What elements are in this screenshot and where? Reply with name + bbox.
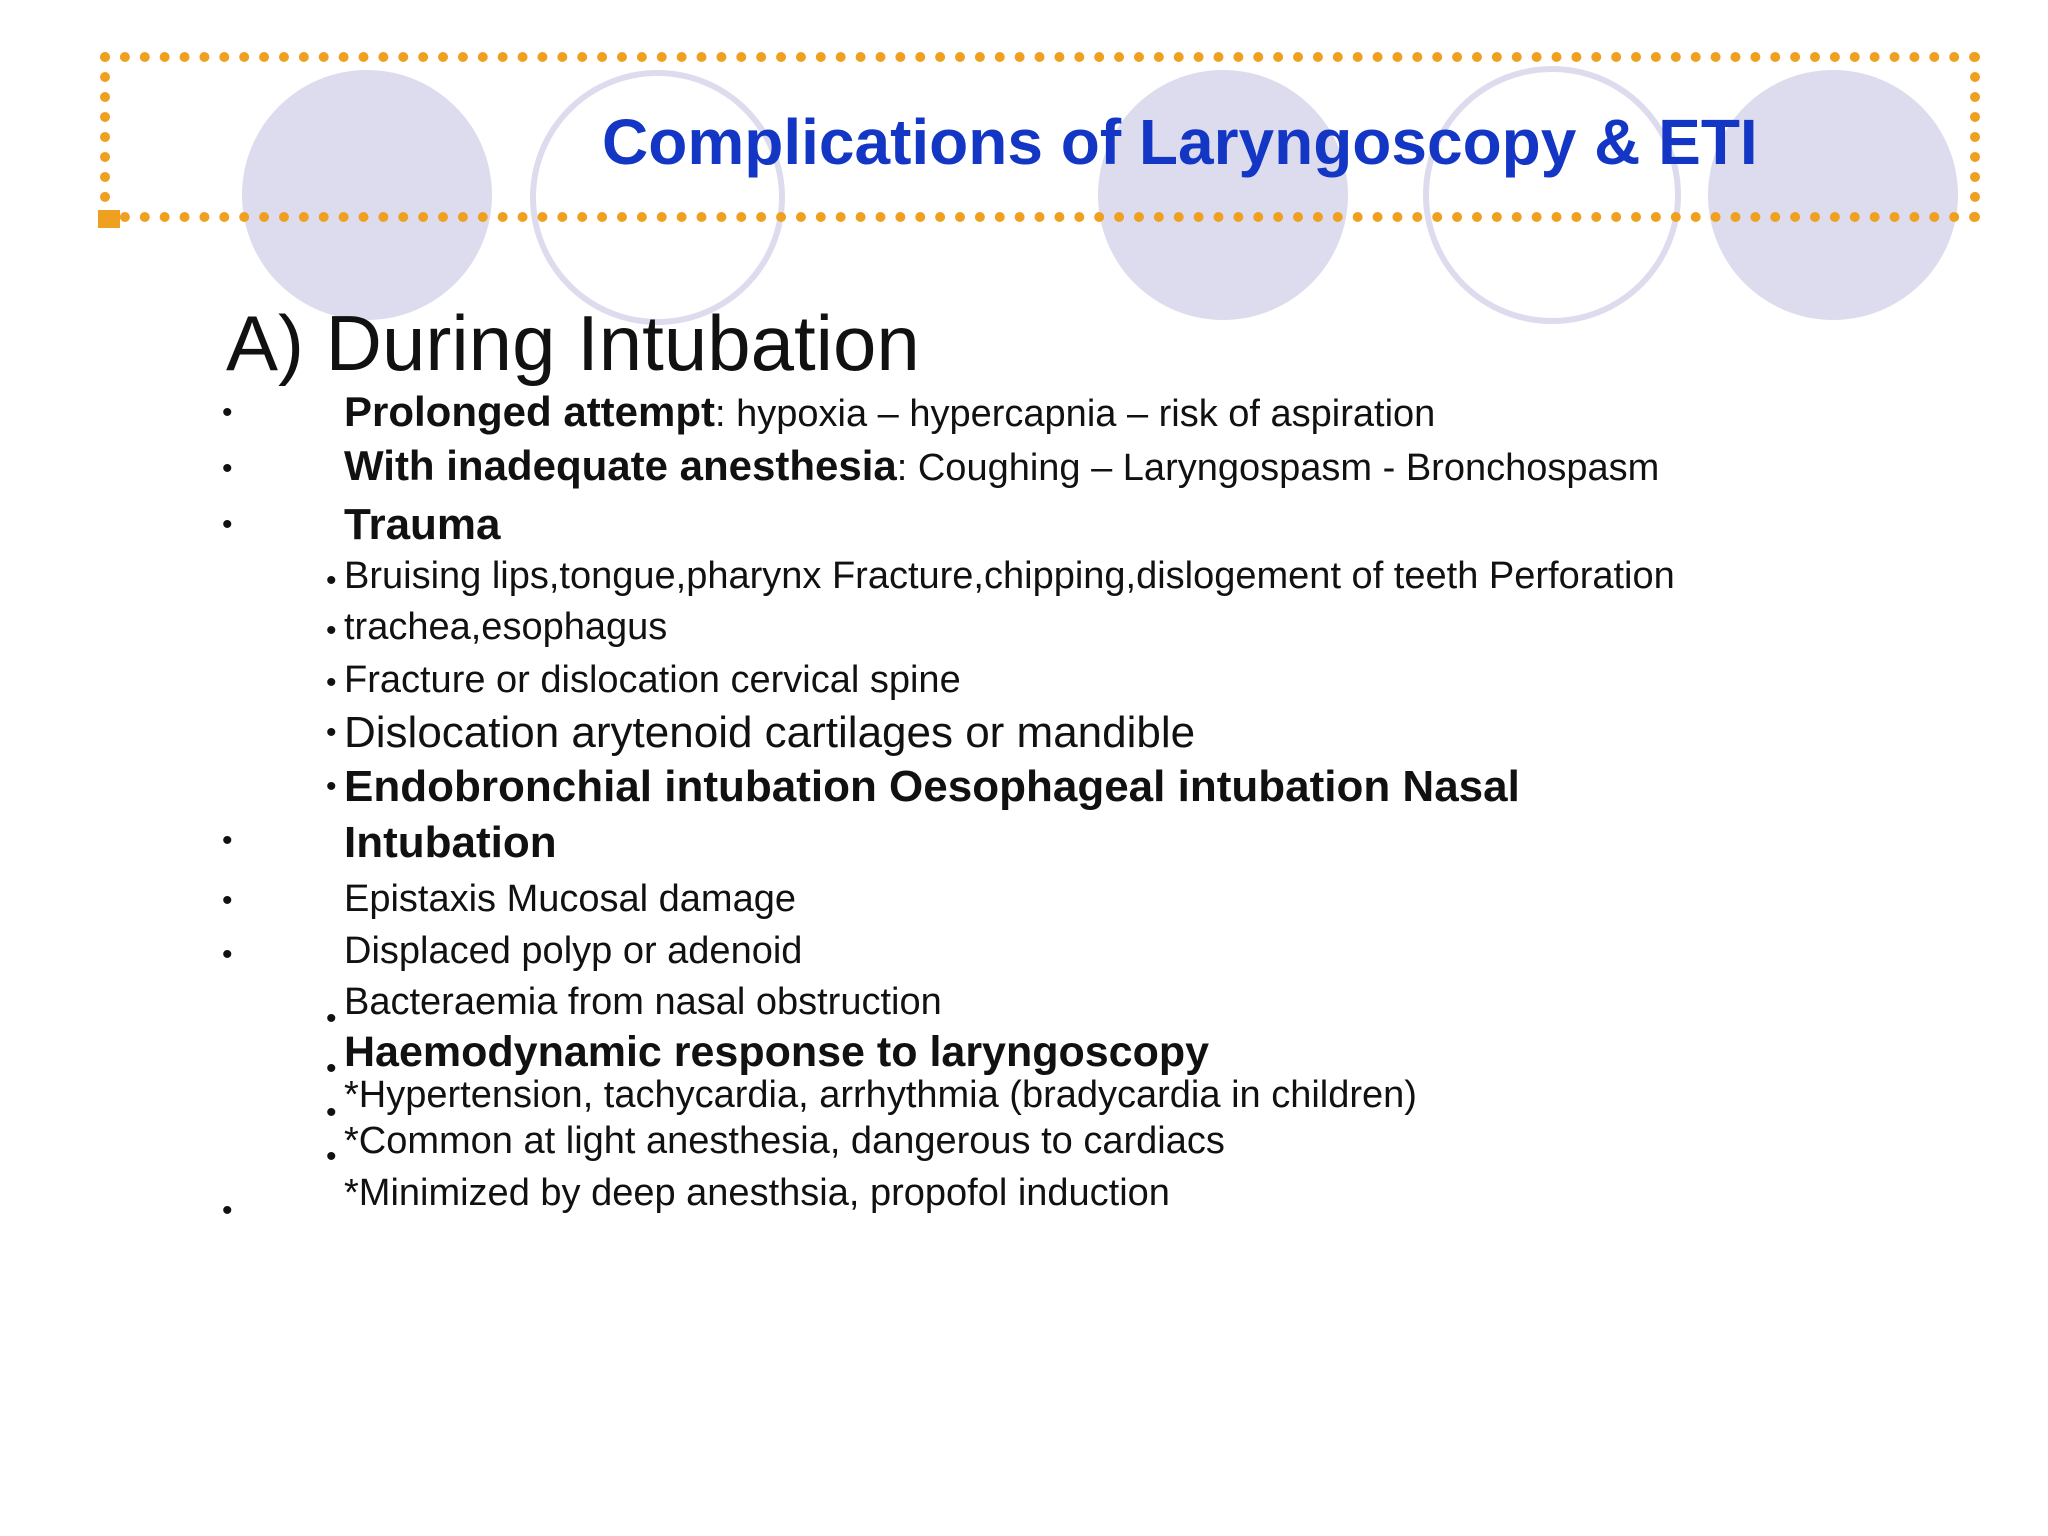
bullet-marker: • [326, 1140, 337, 1173]
list-item-inadequate-anesthesia [344, 442, 1659, 490]
item-bold-text: Prolonged attempt [344, 388, 716, 435]
bullet-marker: • [222, 824, 233, 857]
item-text: Epistaxis Mucosal damage [344, 878, 796, 920]
list-item-light-anesthesia [344, 1120, 1225, 1163]
item-text: : hypoxia – hypercapnia – risk of aspiration [715, 393, 1436, 435]
list-item-bacteraemia [344, 981, 942, 1024]
bullet-marker: • [222, 396, 233, 429]
bullet-marker: • [326, 564, 337, 597]
list-item-bruising [344, 555, 1675, 598]
list-item-minimized [344, 1172, 1170, 1215]
title-frame-corner [98, 210, 120, 228]
list-item-intubation [344, 818, 557, 868]
list-item-haemodynamic [344, 1028, 1209, 1077]
list-item-trachea [344, 606, 667, 649]
list-item-trauma [344, 500, 501, 550]
item-text: Bruising lips,tongue,pharynx Fracture,chipping,dislogement of teeth Perforation [344, 555, 1675, 597]
item-text: *Common at light anesthesia, dangerous to cardiacs [344, 1120, 1225, 1162]
item-text: Displaced polyp or adenoid [344, 930, 803, 972]
item-text: Dislocation arytenoid cartilages or mandible [344, 708, 1196, 757]
item-bold-text: Intubation [344, 818, 557, 867]
item-text: Bacteraemia from nasal obstruction [344, 981, 942, 1023]
section-heading: A) During Intubation [226, 299, 920, 387]
list-item-cervical-spine [344, 659, 961, 702]
item-text: Fracture or dislocation cervical spine [344, 659, 961, 701]
item-bold-text: Haemodynamic response to laryngoscopy [344, 1028, 1210, 1076]
bullet-marker: • [222, 452, 233, 485]
item-text: : Coughing – Laryngospasm - Bronchospasm [896, 447, 1660, 489]
list-item-endobronchial [344, 762, 1520, 812]
bullet-marker: • [222, 884, 233, 917]
bullet-marker: • [222, 1194, 233, 1227]
list-item-hypertension [344, 1074, 1417, 1117]
bullet-marker: • [326, 1096, 337, 1129]
bullet-marker: • [222, 938, 233, 971]
list-item-arytenoid [344, 708, 1195, 758]
bullet-marker: • [326, 716, 337, 749]
bullet-marker: • [326, 1002, 337, 1035]
list-item-prolonged-attempt [344, 388, 1435, 436]
bullet-marker: • [326, 1052, 337, 1085]
list-item-polyp [344, 930, 802, 973]
item-bold-text: Trauma [344, 500, 501, 549]
item-bold-text: With inadequate anesthesia [344, 442, 897, 489]
list-item-epistaxis [344, 878, 796, 921]
bullet-marker: • [326, 614, 337, 647]
bullet-marker: • [222, 508, 233, 541]
bullet-marker: • [326, 770, 337, 803]
item-text: *Minimized by deep anesthsia, propofol induction [344, 1172, 1170, 1214]
item-text: trachea,esophagus [344, 606, 668, 648]
item-text: *Hypertension, tachycardia, arrhythmia (bradycardia in children) [344, 1074, 1417, 1116]
bullet-marker: • [326, 666, 337, 699]
slide-title: Complications of Laryngoscopy & ETI [602, 106, 1758, 178]
item-bold-text: Endobronchial intubation Oesophageal intubation Nasal [344, 762, 1520, 811]
